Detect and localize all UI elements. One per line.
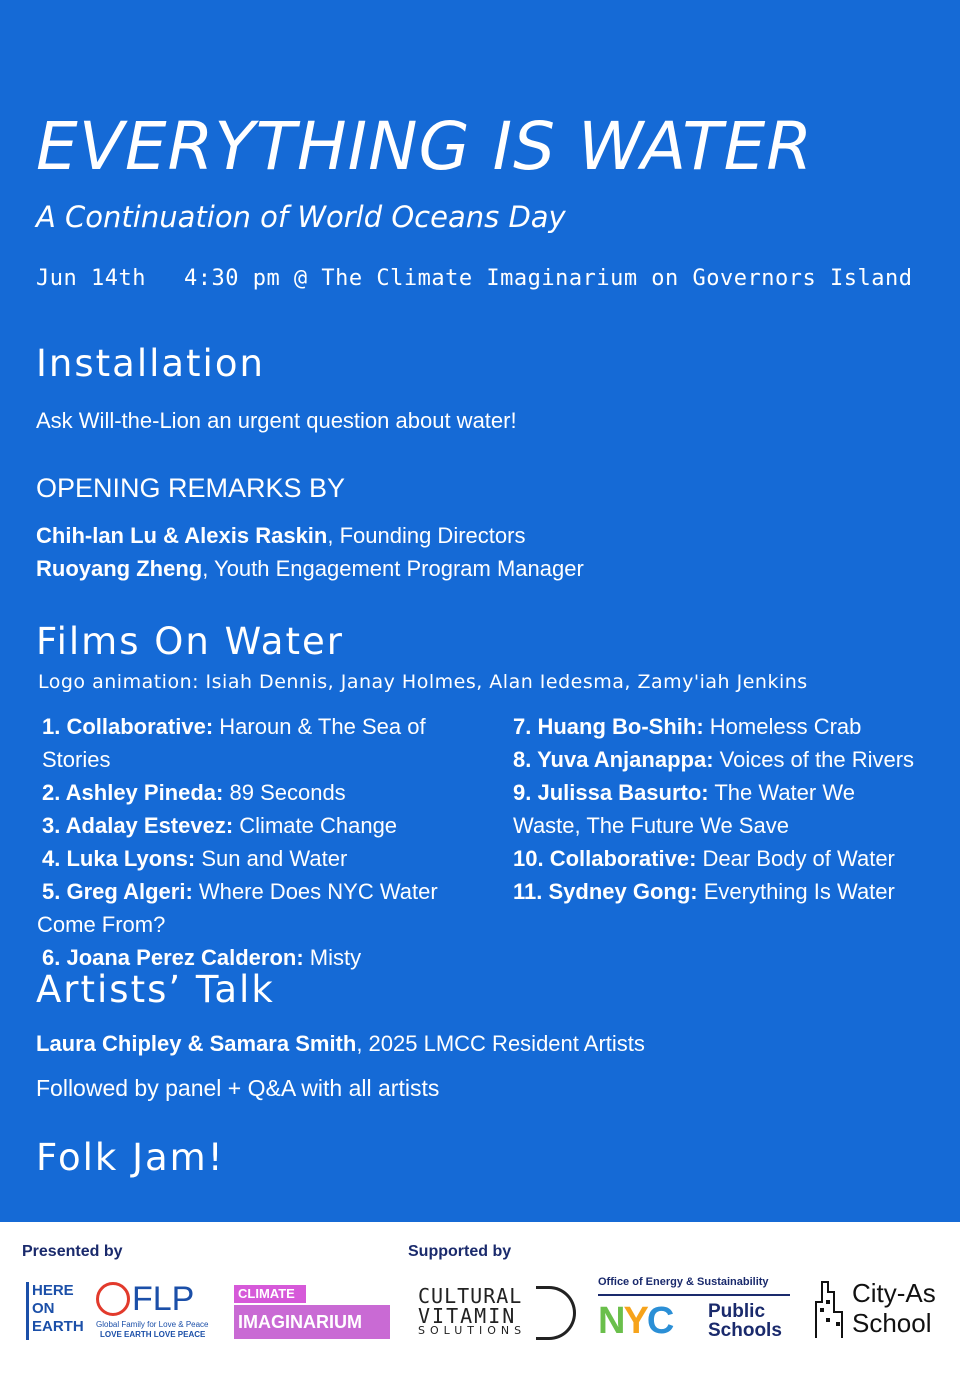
film-item — [513, 710, 933, 743]
remark-role: , Youth Engagement Program Manager — [202, 556, 584, 581]
ci-top-label: CLIMATE — [234, 1285, 306, 1303]
artists-names: Laura Chipley & Samara Smith — [36, 1031, 357, 1056]
film-title: The Water We Waste, The Future We Save — [513, 780, 855, 838]
artists-talk-heading: Artists’ Talk — [36, 968, 275, 1011]
ci-bottom-label: IMAGINARIUM — [234, 1305, 390, 1339]
film-artist: 4. Luka Lyons: — [42, 846, 196, 871]
logo-line: Public — [708, 1301, 766, 1322]
film-title: Misty — [303, 945, 362, 970]
nyc-public-schools-label — [708, 1302, 782, 1340]
presented-by-label: Presented by — [22, 1243, 123, 1260]
climate-imaginarium-logo — [234, 1285, 390, 1341]
opening-remarks-heading: OPENING REMARKS BY — [36, 473, 346, 503]
event-date: Jun 14th — [36, 266, 146, 291]
film-artist: 9. Julissa Basurto: — [513, 780, 709, 805]
artists-talk-speakers — [36, 1031, 645, 1057]
films-heading: Films On Water — [36, 620, 344, 663]
poster-subtitle: A Continuation of World Oceans Day — [36, 200, 566, 234]
films-list-right — [513, 710, 933, 908]
film-title: Sun and Water — [195, 846, 348, 871]
cultural-vitamin-logo — [418, 1284, 578, 1344]
film-item — [37, 809, 497, 842]
gflp-globe-icon — [96, 1282, 130, 1316]
divider — [598, 1294, 790, 1296]
film-artist: 3. Adalay Estevez: — [42, 813, 234, 838]
logo-line: ON — [32, 1300, 55, 1317]
film-artist: 7. Huang Bo-Shih: — [513, 714, 704, 739]
film-artist: 2. Ashley Pineda: — [42, 780, 224, 805]
logo-line: Schools — [708, 1320, 782, 1341]
gflp-motto: LOVE EARTH LOVE PEACE — [100, 1330, 206, 1339]
installation-heading: Installation — [36, 342, 265, 385]
remark-names: Chih-lan Lu & Alexis Raskin — [36, 523, 328, 548]
opening-remark — [36, 523, 525, 549]
artists-talk-panel: Followed by panel + Q&A with all artists — [36, 1075, 440, 1101]
event-date-time — [36, 266, 912, 291]
nyc-mark: NYC — [598, 1300, 673, 1342]
logo-line: HERE — [32, 1282, 74, 1299]
nyc-office-label: Office of Energy & Sustainability — [598, 1276, 769, 1288]
film-title: Where Does NYC Water Come From? — [37, 879, 438, 937]
logo-line: EARTH — [32, 1318, 84, 1335]
event-time-location: 4:30 pm @ The Climate Imaginarium on Governors Island — [183, 266, 913, 291]
film-artist: 1. Collaborative: — [42, 714, 214, 739]
artists-role: , 2025 LMCC Resident Artists — [356, 1031, 645, 1056]
logo-animation-credit: Logo animation: Isiah Dennis, Janay Holmes, Alan Iedesma, Zamy'iah Jenkins — [38, 671, 808, 693]
installation-text: Ask Will-the-Lion an urgent question about water! — [36, 408, 517, 433]
film-artist: 11. Sydney Gong: — [513, 879, 698, 904]
film-title: 89 Seconds — [223, 780, 346, 805]
film-item — [513, 875, 933, 908]
opening-remark — [36, 556, 584, 582]
city-as-school-logo — [812, 1274, 942, 1340]
film-title: Haroun & The Sea of Stories — [42, 714, 426, 772]
poster-title: EVERYTHING IS WATER — [36, 108, 814, 185]
film-artist: 6. Joana Perez Calderon: — [42, 945, 304, 970]
logo-line: School — [852, 1308, 932, 1338]
logo-line: SOLUTIONS — [418, 1324, 527, 1337]
remark-role: , Founding Directors — [327, 523, 526, 548]
film-item — [37, 710, 497, 776]
cvs-arc-icon — [536, 1286, 576, 1340]
film-title: Everything Is Water — [697, 879, 895, 904]
gflp-logo — [96, 1280, 216, 1342]
film-artist: 10. Collaborative: — [513, 846, 697, 871]
logo-line: City-As — [852, 1278, 936, 1308]
here-on-earth-logo — [26, 1282, 92, 1340]
gflp-tagline: Global Family for Love & Peace — [96, 1320, 209, 1329]
film-title: Dear Body of Water — [696, 846, 895, 871]
film-artist: 8. Yuva Anjanappa: — [513, 747, 714, 772]
film-item — [37, 776, 497, 809]
film-item — [513, 842, 933, 875]
film-item — [37, 875, 497, 941]
gflp-name: FLP — [132, 1280, 195, 1318]
films-list-left — [37, 710, 497, 974]
logo-line: VITAMIN — [418, 1304, 517, 1328]
film-item — [513, 776, 913, 842]
film-title: Homeless Crab — [703, 714, 862, 739]
folk-jam-heading: Folk Jam! — [36, 1136, 225, 1179]
film-artist: 5. Greg Algeri: — [42, 879, 193, 904]
city-as-school-name — [852, 1278, 936, 1338]
film-item — [513, 743, 933, 776]
city-as-school-building-icon — [812, 1278, 846, 1338]
remark-names: Ruoyang Zheng — [36, 556, 203, 581]
film-title: Climate Change — [233, 813, 398, 838]
film-item — [37, 842, 497, 875]
film-title: Voices of the Rivers — [713, 747, 915, 772]
logo-line: CULTURAL — [418, 1284, 523, 1308]
supported-by-label: Supported by — [408, 1243, 512, 1260]
nyc-public-schools-logo — [598, 1274, 794, 1342]
